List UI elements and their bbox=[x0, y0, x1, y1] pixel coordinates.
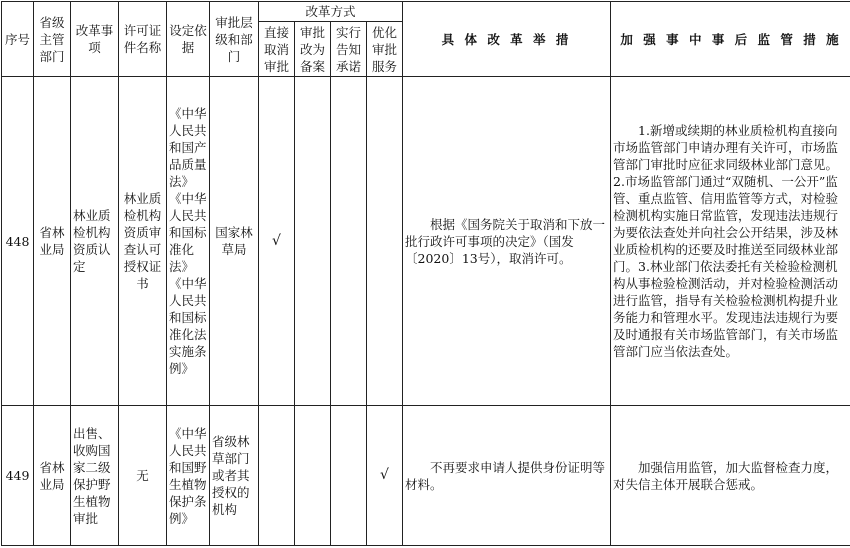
row-seq: 448 bbox=[2, 77, 34, 406]
row-item: 林业质检机构资质认定 bbox=[71, 77, 119, 406]
row-dept: 省林业局 bbox=[34, 406, 71, 546]
row-supervision: 加强信用监管，加大监督检查力度，对失信主体开展联合惩戒。 bbox=[611, 406, 850, 546]
col-header-to-filing: 审批改为备案 bbox=[295, 22, 331, 77]
table-row bbox=[2, 77, 850, 406]
row-basis: 《中华人民共和国产品质量法》《中华人民共和国标准化法》《中华人民共和国标准化法实施条例》 bbox=[167, 77, 210, 406]
row-license: 林业质检机构资质审查认可授权证书 bbox=[119, 77, 167, 406]
row-level: 省级林草部门或者其授权的机构 bbox=[210, 406, 259, 546]
col-header-license: 许可证件名称 bbox=[119, 2, 167, 77]
row-check-to-filing bbox=[295, 406, 331, 546]
col-header-level: 审批层级和部门 bbox=[210, 2, 259, 77]
row-level: 国家林草局 bbox=[210, 77, 259, 406]
table-row bbox=[2, 406, 850, 546]
reform-table bbox=[1, 1, 850, 546]
row-check-notify-commit bbox=[331, 406, 367, 546]
col-header-supervision: 加 强 事 中 事 后 监 管 措 施 bbox=[611, 2, 850, 77]
col-header-basis: 设定依据 bbox=[167, 2, 210, 77]
row-dept: 省林业局 bbox=[34, 77, 71, 406]
row-basis: 《中华人民共和国野生植物保护条例》 bbox=[167, 406, 210, 546]
col-header-direct-cancel: 直接取消审批 bbox=[259, 22, 295, 77]
row-item: 出售、收购国家二级保护野生植物审批 bbox=[71, 406, 119, 546]
col-header-item: 改革事项 bbox=[71, 2, 119, 77]
row-check-direct-cancel bbox=[259, 406, 295, 546]
row-check-to-filing bbox=[295, 77, 331, 406]
col-header-notify-commit: 实行告知承诺 bbox=[331, 22, 367, 77]
col-header-measures: 具 体 改 革 举 措 bbox=[403, 2, 611, 77]
row-seq: 449 bbox=[2, 406, 34, 546]
col-header-dept: 省级主管部门 bbox=[34, 2, 71, 77]
row-measures: 根据《国务院关于取消和下放一批行政许可事项的决定》（国发〔2020〕13号），取消许可。 bbox=[403, 77, 611, 406]
row-license: 无 bbox=[119, 406, 167, 546]
col-header-optimize-service: 优化审批服务 bbox=[367, 22, 403, 77]
col-header-seq: 序号 bbox=[2, 2, 34, 77]
row-check-optimize-service bbox=[367, 77, 403, 406]
row-check-optimize-service: √ bbox=[367, 406, 403, 546]
row-check-notify-commit bbox=[331, 77, 367, 406]
row-measures: 不再要求申请人提供身份证明等材料。 bbox=[403, 406, 611, 546]
header-row-1 bbox=[2, 2, 850, 22]
row-supervision: 1.新增或续期的林业质检机构直接向市场监管部门申请办理有关许可，市场监管部门审批时应征求同级林业部门意见。2.市场监管部门通过“双随机、一公开”监管、重点监管、信用监管等方式，对检验检测机构实施日常监管，发现违法违规行为要依法查处并向社会公开结果，涉及林业质检机构的还要及时推送至同级林业部门。3.林业部门依法委托有关检验检测机构从事检验检测活动，并对检验检测活动进行监管，指导有关检验检测机构提升业务能力和管理水平。发现违法违规行为要及时通报有关市场监管部门，有关市场监管部门应当依法查处。 bbox=[611, 77, 850, 406]
col-header-reform-group: 改革方式 bbox=[259, 2, 403, 22]
row-check-direct-cancel: √ bbox=[259, 77, 295, 406]
